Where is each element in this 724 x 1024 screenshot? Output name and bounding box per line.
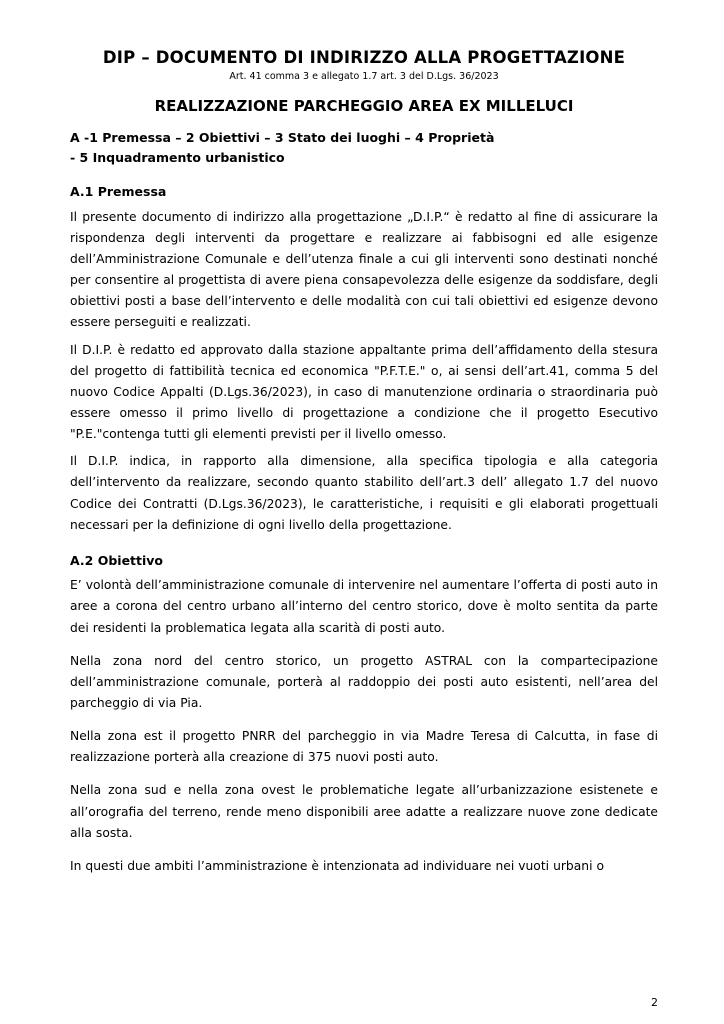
paragraph: E’ volontà dell’amministrazione comunale di intervenire nel aumentare l’offerta di posti auto in aree a corona del centro urbano all’interno del centro storico, dove è molto sentita da parte dei residenti la problematica legata alla scarità di posti auto. [70,578,658,635]
paragraph: In questi due ambiti l’amministrazione è intenzionata ad individuare nei vuoti urbani o [70,858,605,873]
paragraph: Il D.I.P. è redatto ed approvato dalla stazione appaltante prima dell’affidamento della stesura del progetto di fattibilità tecnica ed economica "P.F.T.E." o, ai sensi dell’art.41, comma 5 del nuovo Codice Appalti (D.Lgs.36/2023), in caso di manutenzione ordinaria o straordinaria può essere omesso il primo livello di progettazione a condizione che il progetto Esecutivo "P.E."contenga tutti gli elementi previsti per il livello omesso. [70,342,658,442]
document-subtitle: Art. 41 comma 3 e allegato 1.7 art. 3 del D.Lgs. 36/2023 [229,70,499,82]
document-project-title: REALIZZAZIONE PARCHEGGIO AREA EX MILLELUCI [154,96,574,115]
section-heading-premessa: A.1 Premessa [70,184,167,200]
paragraph: Nella zona est il progetto PNRR del parcheggio in via Madre Teresa di Calcutta, in fase di realizzazione porterà alla creazione di 375 nuovi posti auto. [70,729,658,765]
index-line-1: A -1 Premessa – 2 Obiettivi – 3 Stato dei luoghi – 4 Proprietà [70,130,495,146]
page-number: 2 [651,996,658,1009]
document-title: DIP – DOCUMENTO DI INDIRIZZO ALLA PROGETTAZIONE [102,48,626,67]
paragraph: Il presente documento di indirizzo alla progettazione „D.I.P.“ è redatto al fine di assicurare la rispondenza degli interventi da progettare e realizzare ai fabbisogni ed alle esigenze dell’Amministrazione Comunale e dell’utenza finale a cui gli interventi sono destinati nonché per consentire al progettista di avere piena consapevolezza delle esigenze da soddisfare, degli obiettivi posti a base dell’intervento e delle modalità con cui tali obiettivi ed esigenze devono essere perseguiti e realizzati. [70,209,658,330]
section-heading-obiettivo: A.2 Obiettivo [70,552,164,568]
index-line-2: - 5 Inquadramento urbanistico [70,149,285,165]
paragraph: Nella zona sud e nella zona ovest le problematiche legate all’urbanizzazione esistenete e all’orografia del terreno, rende meno disponibili aree adatte a realizzare nuove zone dedicate alla sosta. [70,783,658,840]
paragraph: Il D.I.P. indica, in rapporto alla dimensione, alla specifica tipologia e alla categoria dell’intervento da realizzare, secondo quanto stabilito dell’art.3 dell’ allegato 1.7 del nuovo Codice dei Contratti (D.Lgs.36/2023), le caratteristiche, i requisiti e gli elaborati progettuali necessari per la definizione di ogni livello della progettazione. [70,454,658,532]
paragraph: Nella zona nord del centro storico, un progetto ASTRAL con la compartecipazione dell’amministrazione comunale, porterà al raddoppio dei posti auto esistenti, nell’area del parcheggio di via Pia. [70,653,658,711]
